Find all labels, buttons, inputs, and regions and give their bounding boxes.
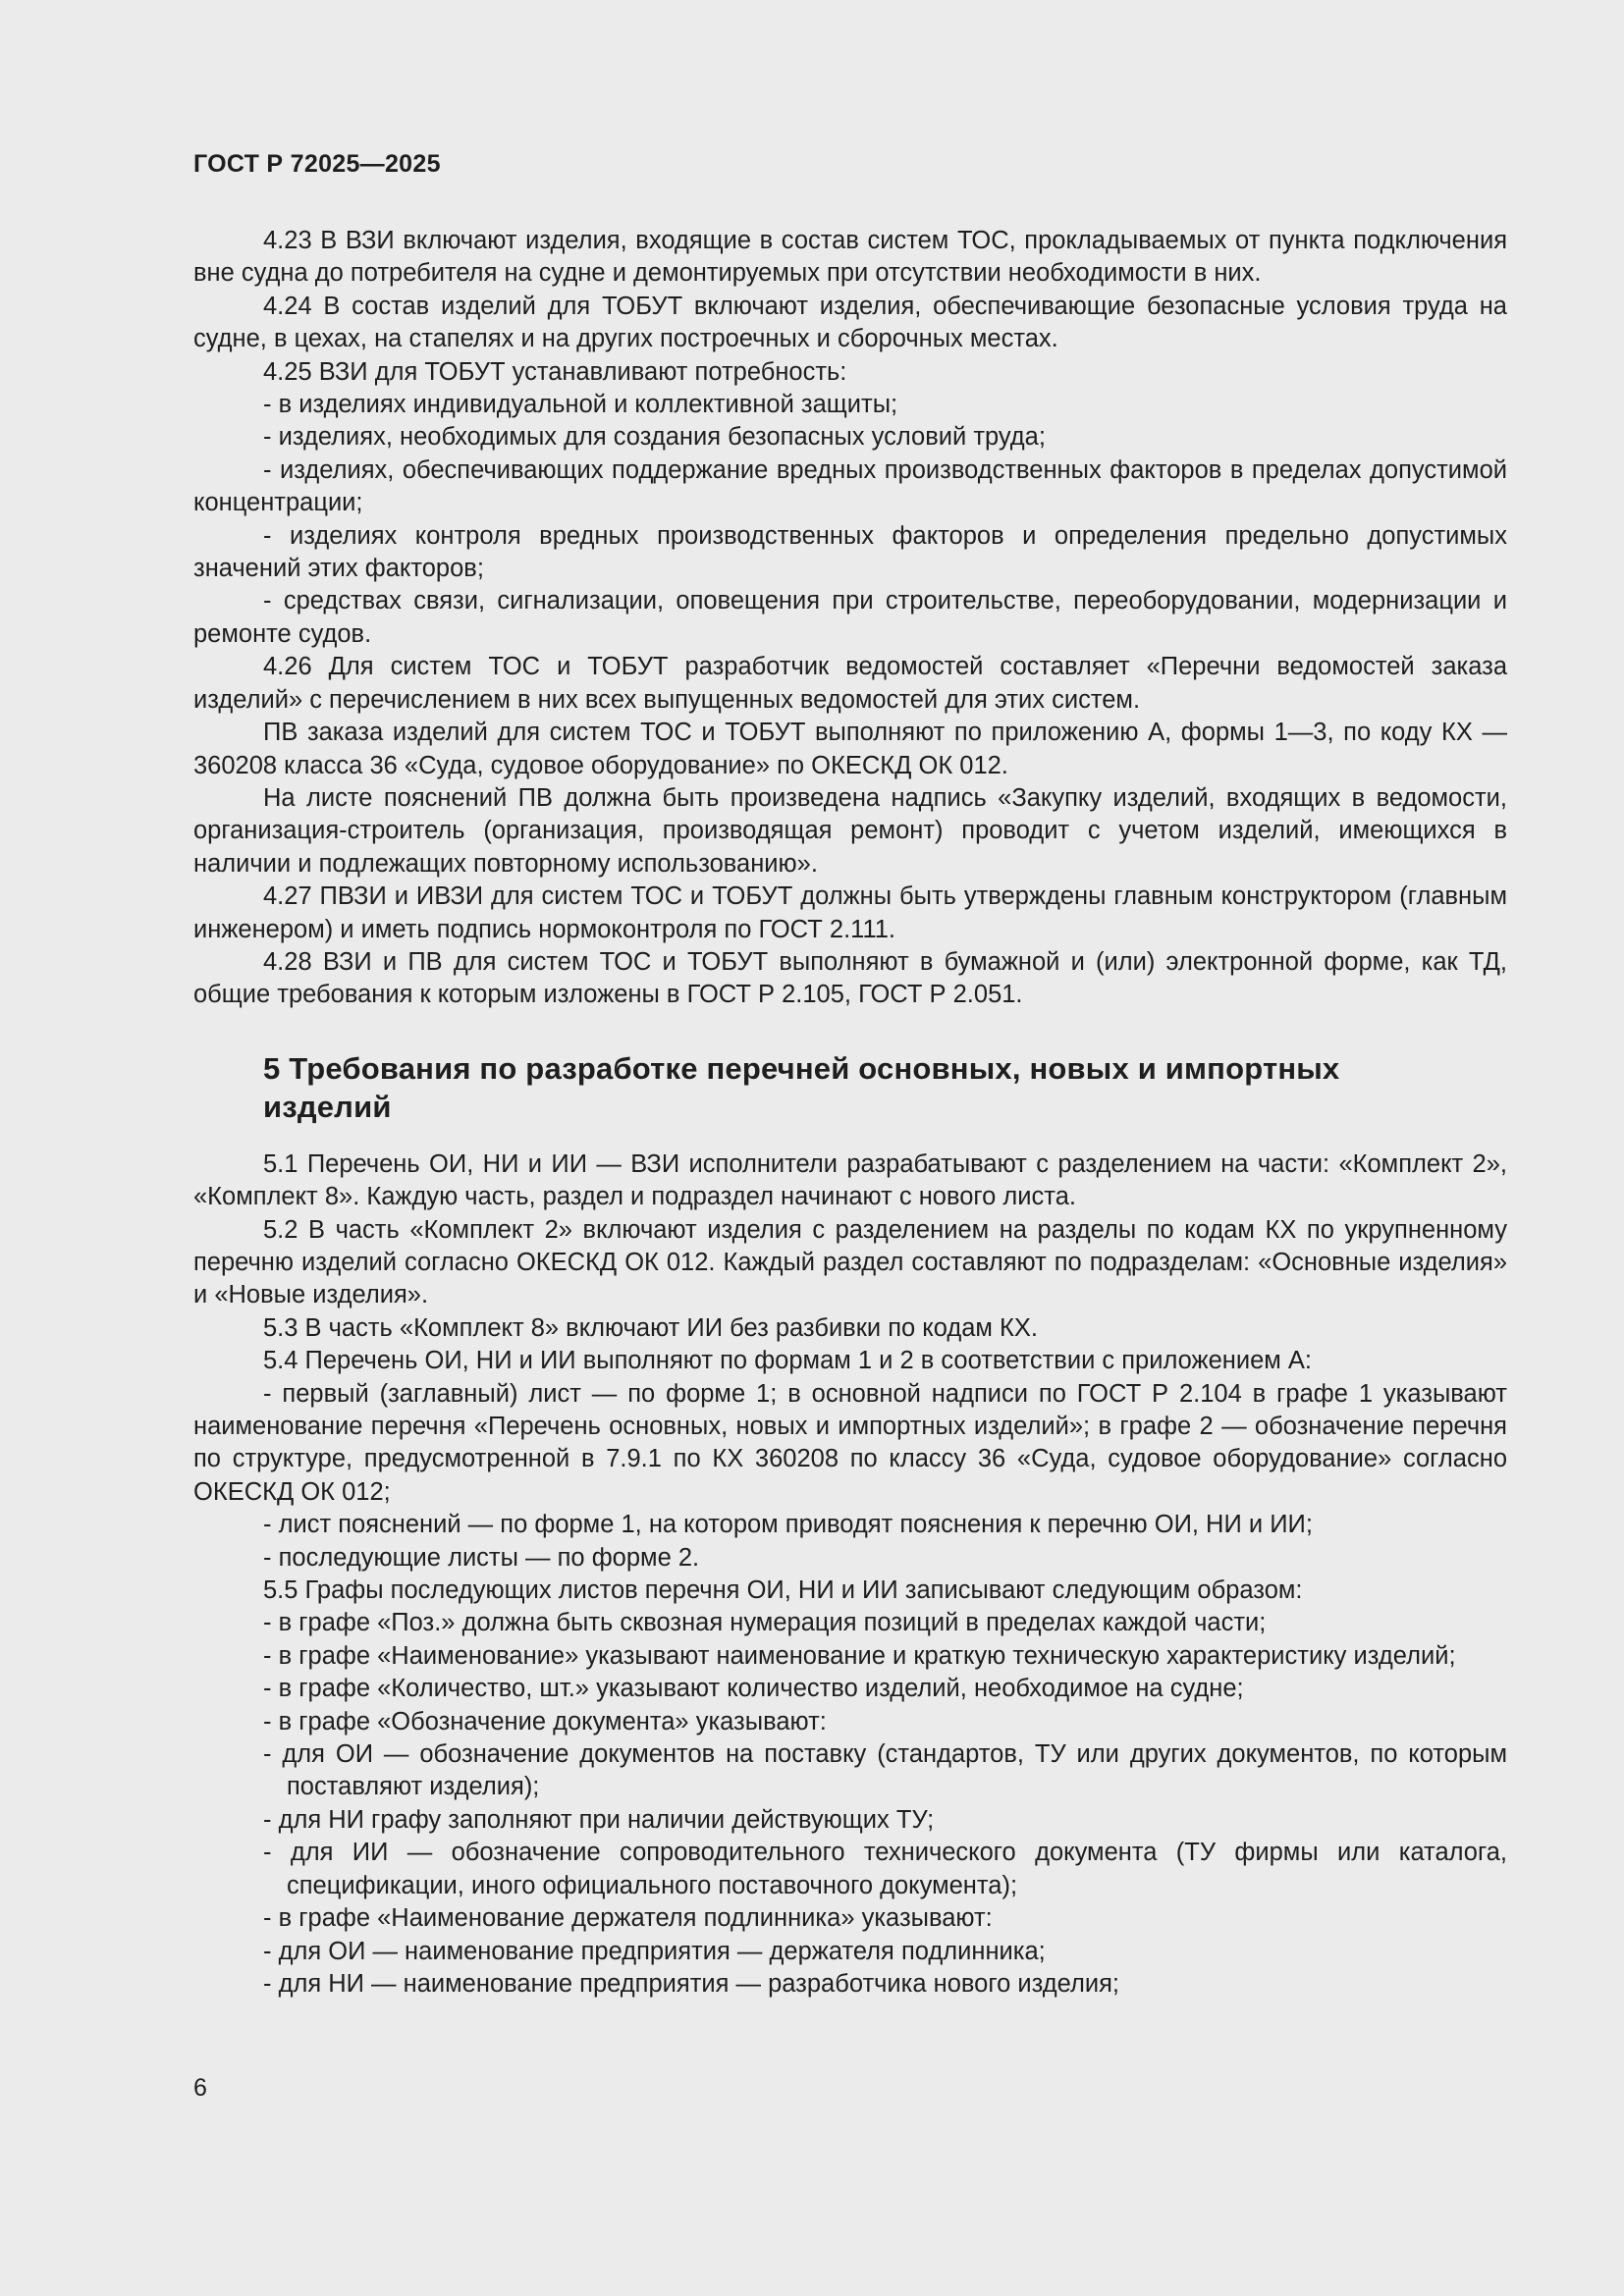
list-item: - в графе «Обозначение документа» указывают: [263,1707,827,1735]
list-item: - в графе «Наименование держателя подлинника» указывают: [263,1904,993,1933]
paragraph-5-3: 5.3 В часть «Комплект 8» включают ИИ без разбивки по кодам КХ. [263,1313,1038,1342]
paragraph-5-2: 5.2 В часть «Комплект 2» включают изделия с разделением на разделы по кодам КХ по укрупненному перечню изделий согласно ОКЕСКД ОК 012. Каждый раздел составляют по подразделам: «Основные изделия» и «Новые изделия». [193,1215,1507,1309]
sub-list-item: - для НИ — наименование предприятия — разработчика нового изделия; [263,1969,1119,1998]
sub-list-item: - для ОИ — наименование предприятия — держателя подлинника; [263,1937,1046,1965]
paragraph-4-24: 4.24 В состав изделий для ТОБУТ включают изделия, обеспечивающие безопасные условия труда на судне, в цехах, на стапелях и на других построечных и сборочных местах. [193,292,1507,353]
list-item: - изделиях, обеспечивающих поддержание вредных производственных факторов в пределах допустимой концентрации; [193,455,1507,517]
list-item: - в графе «Наименование» указывают наименование и краткую техническую характеристику изделий; [263,1641,1456,1670]
sub-list-item: - для ИИ — обозначение сопроводительного технического документа (ТУ фирмы или каталога, спецификации, иного официального поставочного документа); [263,1839,1507,1899]
list-item: - первый (заглавный) лист — по форме 1; в основной надписи по ГОСТ Р 2.104 в графе 1 указывают наименование перечня «Перечень основных, новых и импортных изделий»; в графе 2 — обозначение перечня по структуре, предусмотренной в 7.9.1 по КХ 360208 по классу 36 «Суда, судовое оборудование» согласно ОКЕСКД ОК 012; [193,1379,1507,1506]
list-item: - изделиях, необходимых для создания безопасных условий труда; [263,423,1046,452]
paragraph-pv-order: ПВ заказа изделий для систем ТОС и ТОБУТ выполняют по приложению А, формы 1—3, по коду КХ — 360208 класса 36 «Суда, судовое оборудование» по ОКЕСКД ОК 012. [193,719,1507,779]
document-id-header: ГОСТ Р 72025—2025 [193,150,441,178]
paragraph-pv-note: На листе пояснений ПВ должна быть произведена надпись «Закупку изделий, входящих в ведомости, организация-строитель (организация, производящая ремонт) проводит с учетом изделий, имеющихся в наличии и подлежащих повторному использованию». [193,783,1507,878]
list-item: - изделиях контроля вредных производственных факторов и определения предельно допустимых значений этих факторов; [193,521,1507,583]
list-item: - лист пояснений — по форме 1, на котором приводят пояснения к перечню ОИ, НИ и ИИ; [263,1511,1313,1539]
list-item: - последующие листы — по форме 2. [263,1543,700,1572]
paragraph-4-28: 4.28 ВЗИ и ПВ для систем ТОС и ТОБУТ выполняют в бумажной и (или) электронной форме, как ТД, общие требования к которым изложены в ГОСТ Р 2.105, ГОСТ Р 2.051. [193,947,1507,1009]
page-number: 6 [193,2074,207,2102]
paragraph-5-4: 5.4 Перечень ОИ, НИ и ИИ выполняют по формам 1 и 2 в соответствии с приложением А: [263,1347,1312,1375]
paragraph-4-26: 4.26 Для систем ТОС и ТОБУТ разработчик ведомостей составляет «Перечни ведомостей заказа изделий» с перечислением в них всех выпущенных ведомостей для этих систем. [193,653,1507,714]
section-5-heading [263,1049,1507,1126]
sub-list-item: - для ОИ — обозначение документов на поставку (стандартов, ТУ или других документов, по которым поставляют изделия); [263,1740,1507,1801]
list-item: - в графе «Количество, шт.» указывают количество изделий, необходимое на судне; [263,1675,1244,1703]
list-item: - средствах связи, сигнализации, оповещения при строительстве, переоборудовании, модернизации и ремонте судов. [193,587,1507,648]
paragraph-5-5: 5.5 Графы последующих листов перечня ОИ, НИ и ИИ записывают следующим образом: [263,1576,1303,1605]
section-5-heading-line-2: изделий [263,1089,392,1124]
paragraph-4-23: 4.23 В ВЗИ включают изделия, входящие в состав систем ТОС, прокладываемых от пункта подключения вне судна до потребителя на судне и демонтируемых при отсутствии необходимости в них. [193,227,1507,288]
section-5-heading-line-1: 5 Требования по разработке перечней основных, новых и импортных [263,1050,1340,1086]
list-item: - в изделиях индивидуальной и коллективной защиты; [263,391,898,419]
paragraph-5-1: 5.1 Перечень ОИ, НИ и ИИ — ВЗИ исполнители разрабатывают с разделением на части: «Комплект 2», «Комплект 8». Каждую часть, раздел и подраздел начинают с нового листа. [193,1149,1507,1211]
page-body [193,225,1507,2001]
paragraph-4-25: 4.25 ВЗИ для ТОБУТ устанавливают потребность: [263,357,847,386]
sub-list-item: - для НИ графу заполняют при наличии действующих ТУ; [263,1805,935,1834]
list-item: - в графе «Поз.» должна быть сквозная нумерация позиций в пределах каждой части; [263,1609,1267,1637]
paragraph-4-27: 4.27 ПВЗИ и ИВЗИ для систем ТОС и ТОБУТ должны быть утверждены главным конструктором (главным инженером) и иметь подпись нормоконтроля по ГОСТ 2.111. [193,882,1507,943]
